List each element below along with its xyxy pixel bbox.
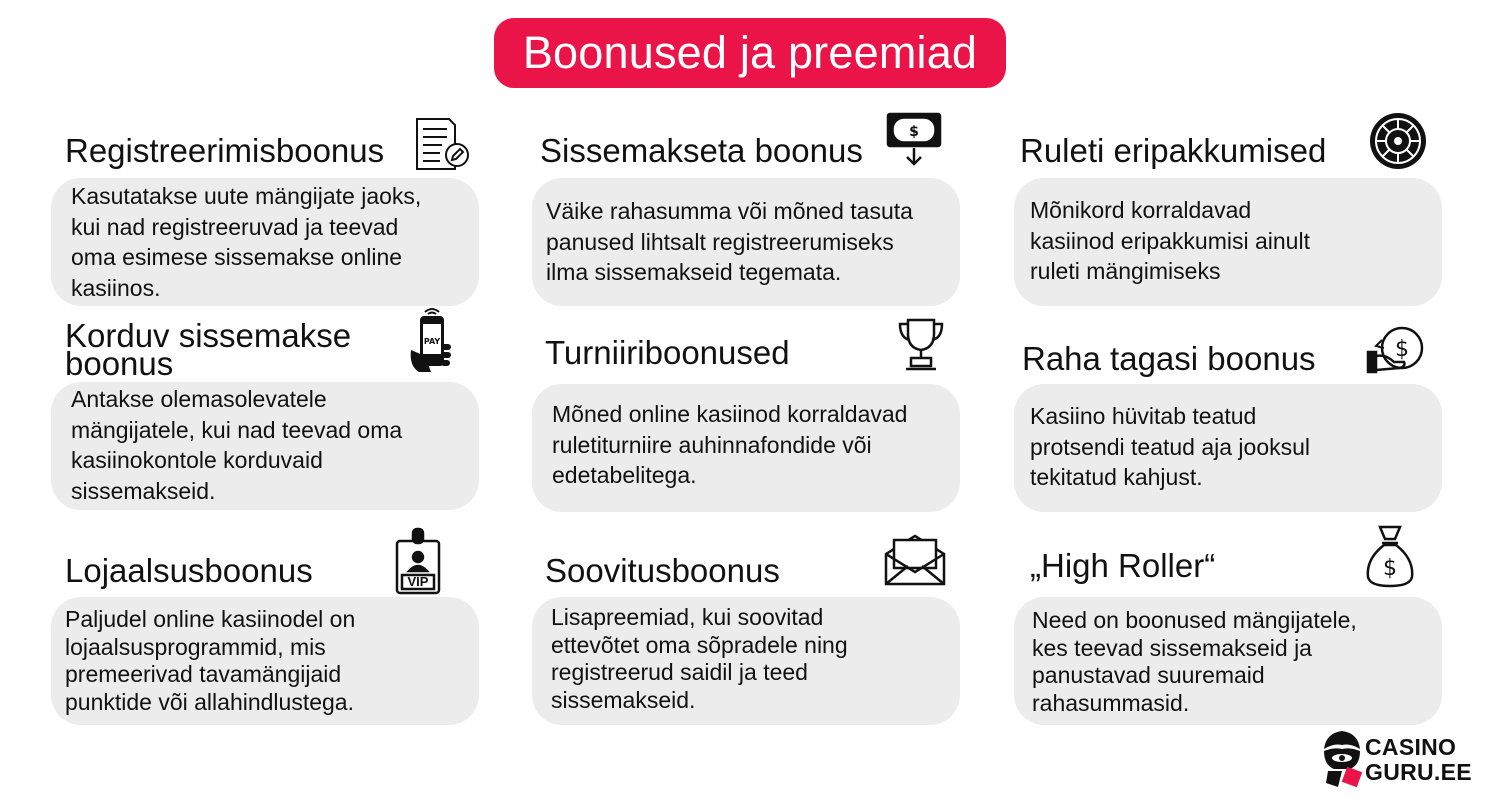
cashback-hand-icon bbox=[1366, 324, 1426, 378]
svg-text:$: $ bbox=[1383, 556, 1397, 581]
section-heading-high-roller: „High Roller“ bbox=[1030, 547, 1216, 584]
section-text-referral: Lisapreemiad, kui soovitad ettevõtet oma sõpradele ning registreerud saidil ja teed sissemakseid. bbox=[551, 604, 848, 713]
svg-text:$: $ bbox=[909, 124, 919, 140]
section-text-cashback: Kasiino hüvitab teatud protsendi teatud aja jooksul tekitatud kahjust. bbox=[1030, 403, 1311, 490]
section-text-tournament: Mõned online kasiinod korraldavad ruletiturniire auhinnafondide või edetabelitega. bbox=[552, 401, 908, 488]
section-heading-roulette: Ruleti eripakkumised bbox=[1020, 132, 1327, 169]
section-heading-loyalty: Lojaalsusboonus bbox=[65, 552, 313, 589]
page-title-text: Boonused ja preemiad bbox=[522, 27, 978, 78]
page-title bbox=[494, 18, 1006, 88]
vip-badge-icon bbox=[393, 527, 443, 595]
section-heading-recurring-deposit: Korduv sissemakse boonus bbox=[65, 317, 352, 382]
section-heading-no-deposit: Sissemakseta boonus bbox=[540, 132, 863, 169]
section-text-no-deposit: Väike rahasumma või mõned tasuta panused lihtsalt registreerumiseks ilma sissemakseid tegemata. bbox=[546, 198, 913, 285]
section-text-high-roller: Need on boonused mängijatele, kes teevad sissemakseid ja panustavad suuremaid rahasummasid. bbox=[1032, 607, 1357, 716]
svg-text:$: $ bbox=[1395, 337, 1409, 362]
mobile-pay-icon bbox=[405, 306, 455, 376]
logo-text: CASINO GURU.EE bbox=[1365, 734, 1472, 785]
registration-form-icon bbox=[414, 116, 470, 172]
roulette-wheel-icon bbox=[1368, 111, 1428, 171]
section-heading-tournament: Turniiriboonused bbox=[545, 334, 790, 371]
trophy-icon bbox=[896, 316, 946, 372]
section-heading-registration: Registreerimisboonus bbox=[65, 132, 385, 169]
cash-download-icon bbox=[884, 110, 944, 168]
section-heading-cashback: Raha tagasi boonus bbox=[1022, 340, 1316, 377]
guru-logo-icon bbox=[1320, 729, 1364, 789]
money-bag-icon bbox=[1362, 523, 1418, 589]
section-text-loyalty: Paljudel online kasiinodel on lojaalsusprogrammid, mis premeerivad tavamängijaid punktide või allahindlustega. bbox=[65, 606, 356, 715]
section-heading-referral: Soovitusboonus bbox=[545, 552, 780, 589]
section-text-roulette: Mõnikord korraldavad kasiinod eripakkumisi ainult ruleti mängimiseks bbox=[1030, 197, 1310, 284]
section-text-recurring-deposit: Antakse olemasolevatele mängijatele, kui nad teevad oma kasiinokontole korduvaid sissemakseid. bbox=[71, 386, 403, 504]
envelope-icon bbox=[884, 532, 946, 586]
section-text-registration: Kasutatakse uute mängijate jaoks, kui nad registreeruvad ja teevad oma esimese sissemakse online kasiinos. bbox=[71, 183, 422, 301]
vip-badge-text: VIP bbox=[407, 574, 429, 589]
svg-text:PAY: PAY bbox=[423, 337, 441, 346]
